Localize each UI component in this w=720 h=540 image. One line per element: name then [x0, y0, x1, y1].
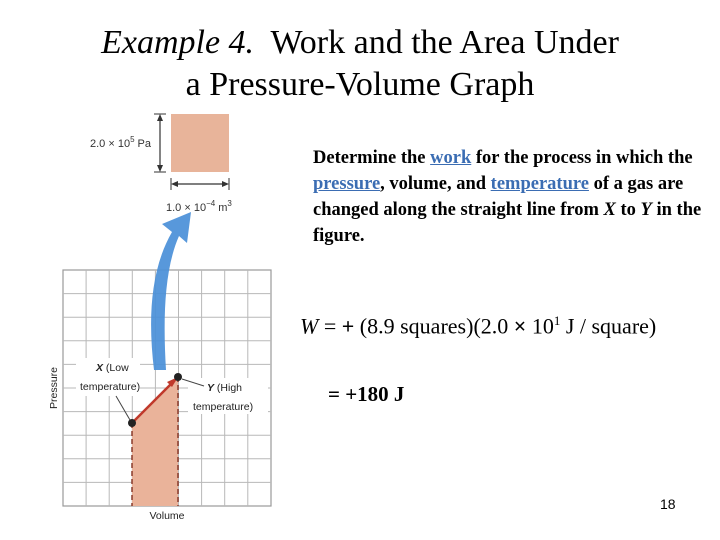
page-number: 18 [660, 496, 676, 512]
link-temperature[interactable]: temperature [490, 174, 589, 194]
title-line-1: Example 4. Work and the Area Under [101, 24, 619, 61]
result-value: = +180 J [328, 382, 405, 406]
pressure-dim-arrow-down [157, 165, 163, 172]
y-label-line-2: temperature) [193, 401, 254, 413]
x-label-line-2: temperature) [80, 381, 141, 393]
y-axis-label: Pressure [48, 366, 60, 410]
volume-dim-arrow-right [222, 181, 229, 187]
x-label-line-1: X (Low [96, 362, 129, 374]
pressure-dim-arrow-up [157, 114, 163, 121]
x-axis-label: Volume [149, 510, 185, 522]
point-x [128, 419, 136, 427]
point-y [174, 373, 182, 381]
volume-dim-arrow-left [171, 181, 178, 187]
square-pressure-label: $2.0 \times 10^5$ Pa [90, 135, 151, 150]
link-pressure[interactable]: pressure [313, 174, 381, 194]
y-label-line-1: Y (High [207, 382, 243, 394]
reference-square [171, 114, 229, 172]
problem-description: Determine the work for the process in which the pressure, volume, and temperature of a gas are changed along the straight line from X to Y in the figure. [313, 148, 702, 246]
work-equation: W = + (8.9 squares)(2.0 × $10^1$ J / square) [300, 313, 657, 339]
link-work[interactable]: work [430, 148, 472, 168]
title-line-2: a Pressure-Volume Graph [185, 66, 535, 103]
square-volume-label: $1.0 \times 10^{-4}$ $m^3$ [166, 199, 232, 214]
